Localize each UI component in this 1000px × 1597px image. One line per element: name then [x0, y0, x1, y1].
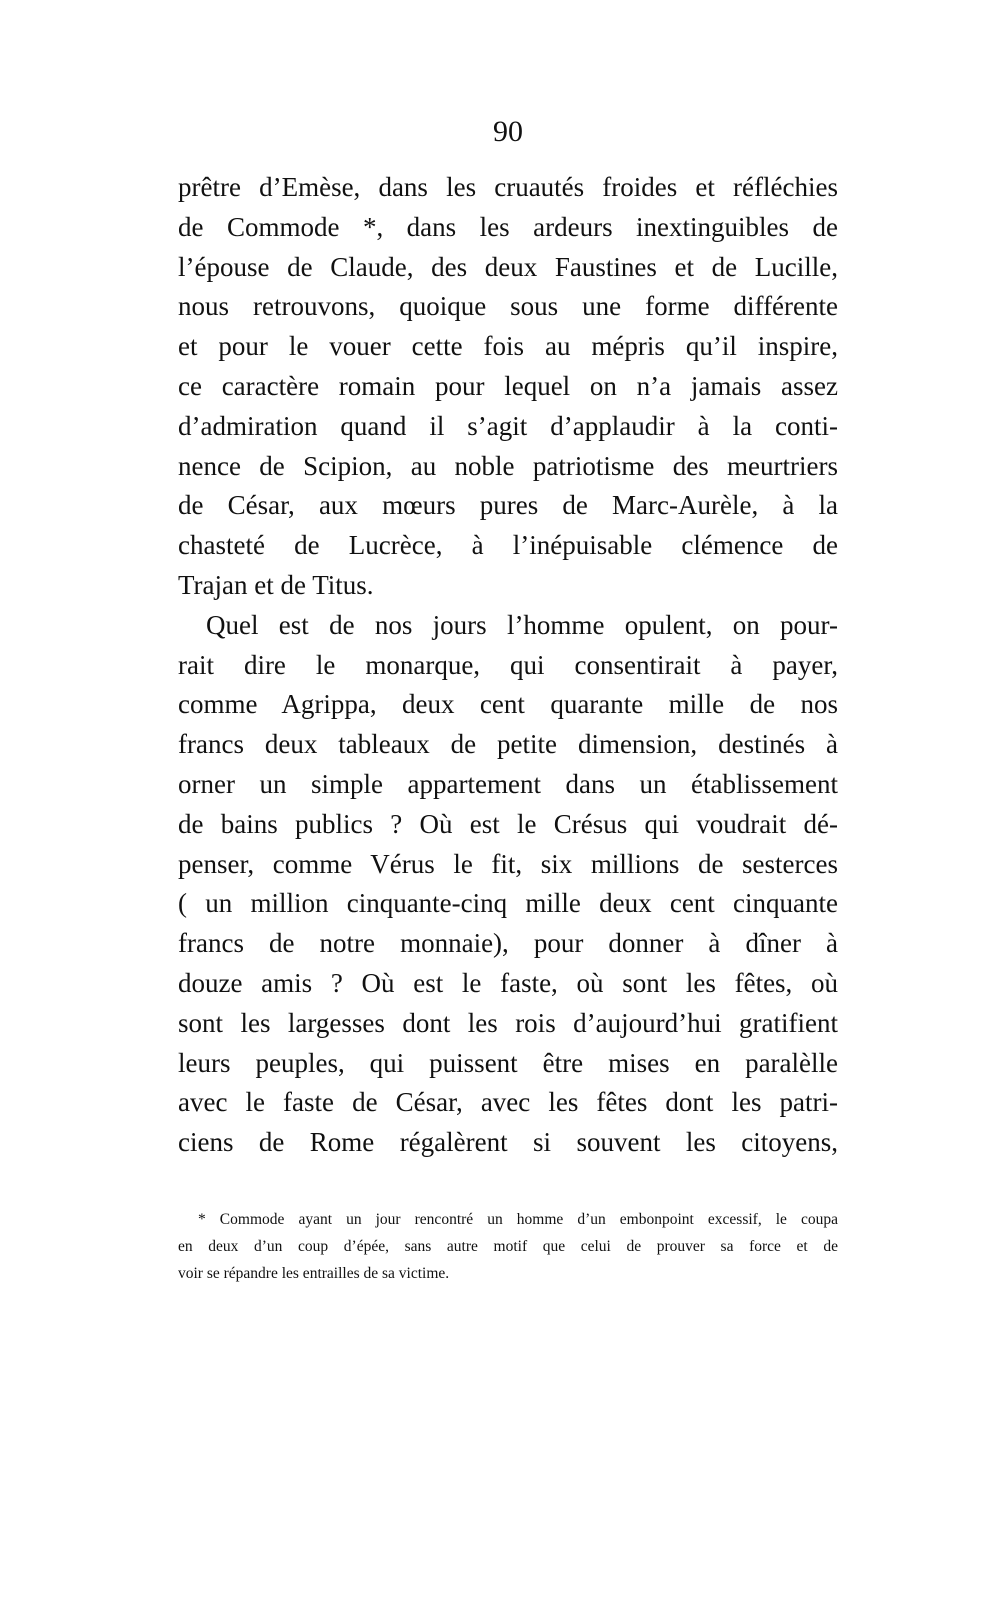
text-line: francs deux tableaux de petite dimension, destinés à [178, 729, 838, 760]
text-line: d’admiration quand il s’agit d’applaudir à la conti- [178, 410, 838, 441]
text-line: ce caractère romain pour lequel on n’a jamais assez [178, 370, 838, 401]
text-line: nence de Scipion, au noble patriotisme des meurtriers [178, 450, 838, 481]
text-line: nous retrouvons, quoique sous une forme différente [178, 291, 838, 322]
text-line: Trajan et de Titus. [178, 569, 374, 600]
footnote-line: en deux d’un coup d’épée, sans autre motif que celui de prouver sa force et de [178, 1238, 838, 1255]
text-line: ciens de Rome régalèrent si souvent les citoyens, [178, 1127, 838, 1158]
text-line: Quel est de nos jours l’homme opulent, on pour- [206, 609, 838, 640]
text-line: francs de notre monnaie), pour donner à dîner à [178, 928, 838, 959]
text-line: comme Agrippa, deux cent quarante mille de nos [178, 689, 838, 720]
text-line: leurs peuples, qui puissent être mises en paralèlle [178, 1047, 838, 1078]
body-text [178, 168, 838, 1163]
footnote [178, 1206, 838, 1287]
page-number: 90 [493, 115, 523, 148]
text-line: rait dire le monarque, qui consentirait à payer, [178, 649, 838, 680]
text-line: chasteté de Lucrèce, à l’inépuisable clémence de [178, 530, 838, 561]
text-line: penser, comme Vérus le fit, six millions de sesterces [178, 848, 838, 879]
text-line: avec le faste de César, avec les fêtes dont les patri- [178, 1087, 838, 1118]
text-line: sont les largesses dont les rois d’aujourd’hui gratifient [178, 1007, 838, 1038]
text-line: prêtre d’Emèse, dans les cruautés froides et réfléchies [178, 172, 838, 202]
text-line: de bains publics ? Où est le Crésus qui voudrait dé- [178, 808, 838, 839]
footnote-line: * Commode ayant un jour rencontré un homme d’un embonpoint excessif, le coupa [198, 1211, 838, 1228]
text-line: douze amis ? Où est le faste, où sont les fêtes, où [178, 967, 838, 998]
text-line: de Commode *, dans les ardeurs inextinguibles de [178, 211, 838, 242]
text-line: l’épouse de Claude, des deux Faustines et de Lucille, [178, 251, 838, 282]
text-line: et pour le vouer cette fois au mépris qu’il inspire, [178, 331, 838, 362]
footnote-line: voir se répandre les entrailles de sa victime. [178, 1265, 450, 1282]
text-line: de César, aux mœurs pures de Marc-Aurèle, à la [178, 490, 838, 521]
text-line: ( un million cinquante-cinq mille deux cent cinquante [178, 888, 838, 919]
text-line: orner un simple appartement dans un établissement [178, 768, 838, 799]
